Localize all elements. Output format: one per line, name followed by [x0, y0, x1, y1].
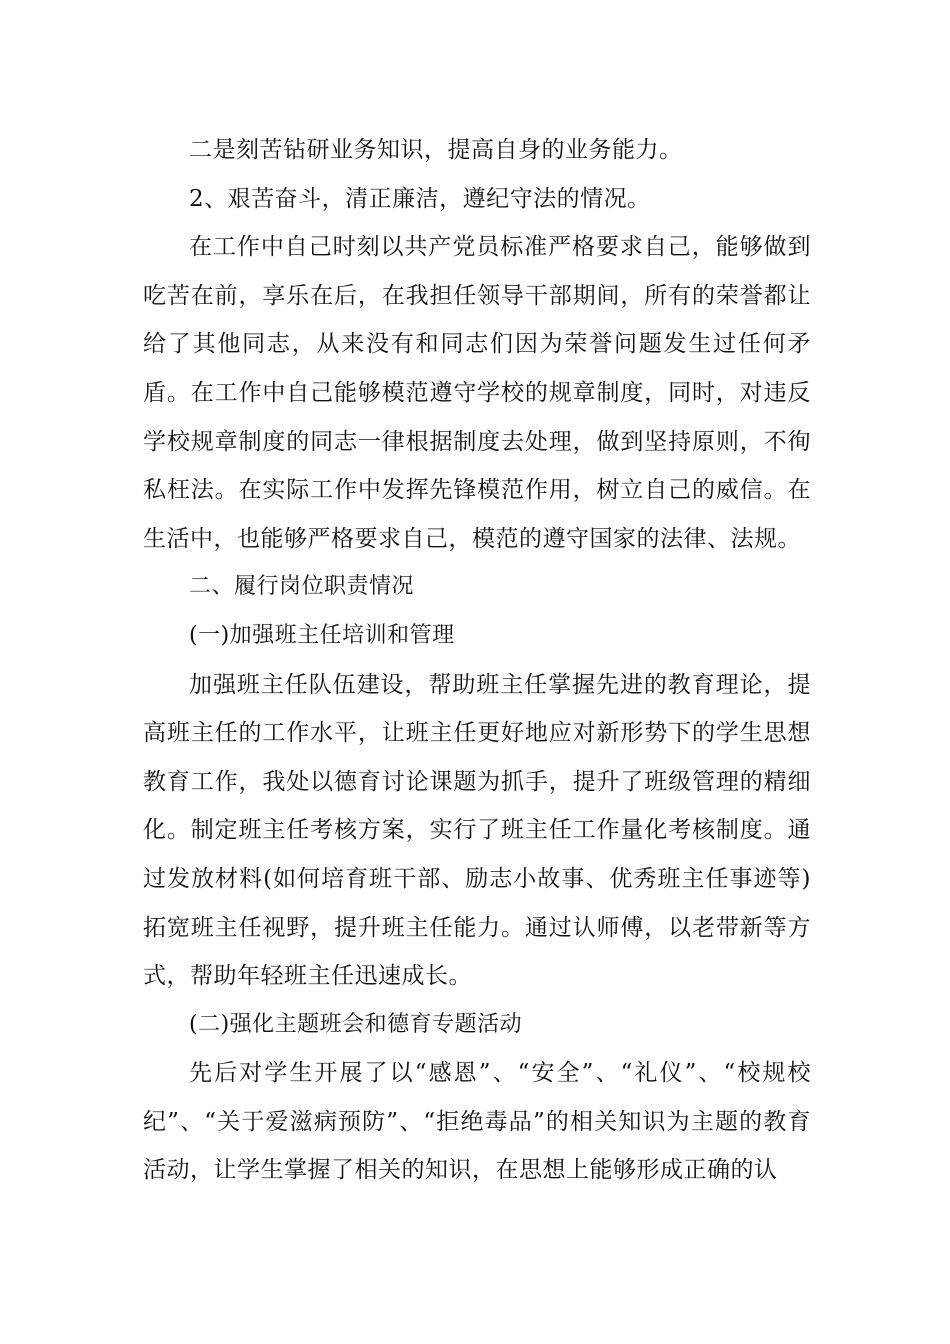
paragraph-2: 2、艰苦奋斗，清正廉洁，遵纪守法的情况。	[189, 185, 651, 212]
paragraph-4: 加强班主任队伍建设，帮助班主任掌握先进的教育理论，提高班主任的工作水平，让班主任更好地应对新形势下的学生思想教育工作，我处以德育讨论课题为抓手，提升了班级管理的精细化。制定班主任考核方案，实行了班主任工作量化考核制度。通过发放材料(如何培育班干部、励志小故事、优秀班主任事迹等)拓宽班主任视野，提升班主任能力。通过认师傅，以老带新等方式，帮助年轻班主任迅速成长。	[143, 671, 811, 990]
subsection-heading-1: (一)加强班主任培训和管理	[189, 622, 455, 648]
document-body	[143, 126, 811, 1195]
paragraph-3: 在工作中自己时刻以共产党员标准严格要求自己，能够做到吃苦在前，享乐在后，在我担任领导干部期间，所有的荣誉都让给了其他同志，从来没有和同志们因为荣誉问题发生过任何矛盾。在工作中自己能够模范遵守学校的规章制度，同时，对违反学校规章制度的同志一律根据制度去处理，做到坚持原则，不徇私枉法。在实际工作中发挥先锋模范作用，树立自己的威信。在生活中，也能够严格要求自己，模范的遵守国家的法律、法规。	[143, 234, 811, 552]
paragraph-1: 二是刻苦钻研业务知识，提高自身的业务能力。	[189, 137, 683, 163]
section-heading-duties: 二、履行岗位职责情况	[189, 574, 415, 600]
subsection-heading-2: (二)强化主题班会和德育专题活动	[189, 1011, 523, 1037]
paragraph-5: 先后对学生开展了以“感恩”、“安全”、“礼仪”、“校规校纪”、“关于爱滋病预防”、“拒绝毒品”的相关知识为主题的教育活动，让学生掌握了相关的知识，在思想上能够形成正确的认	[143, 1060, 811, 1184]
